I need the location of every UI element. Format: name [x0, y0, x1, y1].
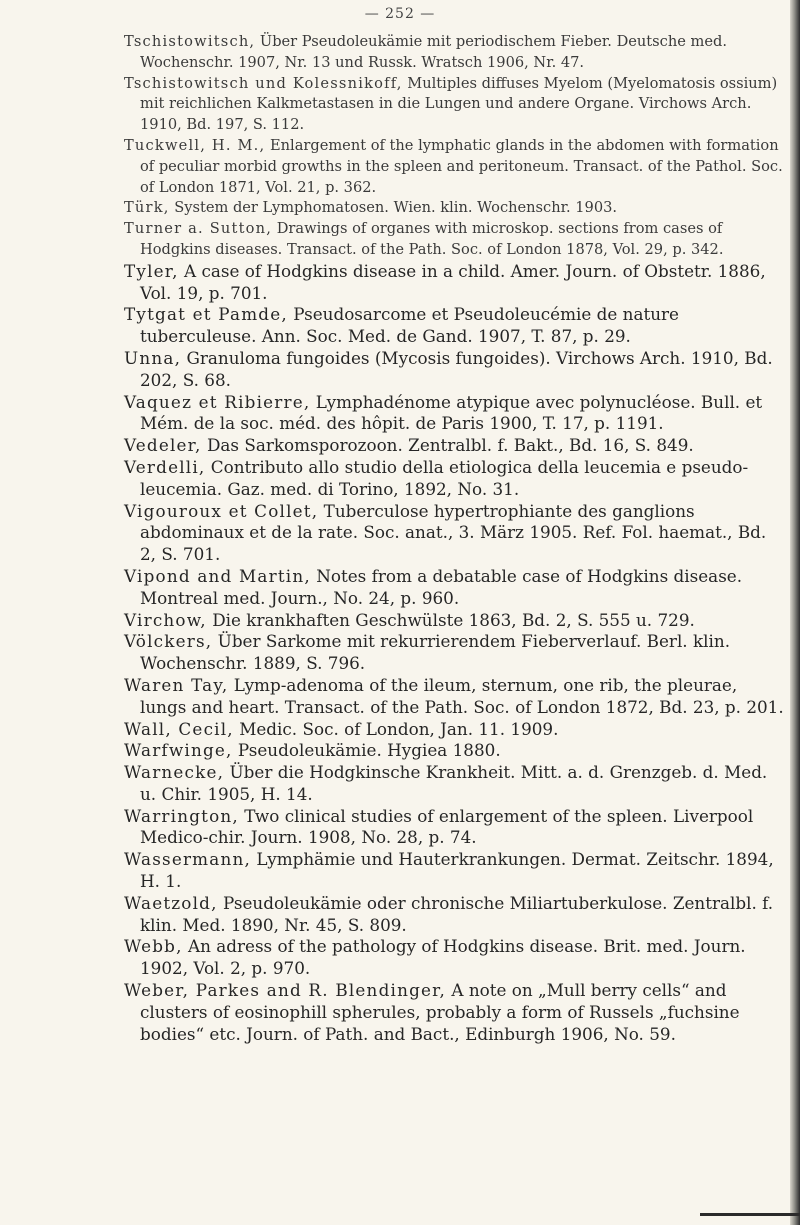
reference-author: Völckers,: [124, 631, 213, 652]
reference-author: Vaquez et Ribierre,: [124, 391, 311, 412]
reference-text: Granuloma fungoides (Mycosis fungoides). Virchows Arch. 1910, Bd. 202, S. 68.: [140, 347, 773, 390]
reference-entry: [124, 348, 784, 392]
reference-entry: [124, 392, 784, 436]
reference-text: Das Sarkomsporozoon. Zentralbl. f. Bakt., Bd. 16, S. 849.: [206, 435, 694, 456]
reference-author: Warnecke,: [124, 762, 225, 783]
reference-author: Warrington,: [124, 805, 239, 826]
reference-text: Über Sarkome mit rekurrierendem Fieberverlauf. Berl. klin. Wochenschr. 1889, S. 796.: [140, 631, 731, 674]
reference-text: Über Pseudoleukämie mit periodischem Fieber. Deutsche med. Wochenschr. 1907, Nr. 13 und Russk. Wratsch 1906, Nr. 47.: [140, 33, 727, 71]
reference-text: A case of Hodgkins disease in a child. Amer. Journ. of Obstetr. 1886, Vol. 19, p. 701.: [140, 260, 766, 303]
reference-entry: [124, 806, 784, 850]
reference-author: Waren Tay,: [124, 674, 229, 695]
reference-entry: [124, 740, 784, 762]
reference-entry: [124, 304, 784, 348]
reference-entry: [124, 261, 784, 305]
reference-entry: [124, 32, 784, 74]
reference-entry: [124, 566, 784, 610]
reference-entry: [124, 457, 784, 501]
reference-entry: [124, 762, 784, 806]
reference-entry: [124, 198, 784, 219]
reference-text: Tuberculose hypertrophiante des ganglions abdominaux et de la rate. Soc. anat., 3. März 1905. Ref. Fol. haemat., Bd. 2, S. 701.: [140, 500, 767, 565]
reference-author: Wassermann,: [124, 849, 252, 870]
reference-author: Tuckwell, H. M.,: [124, 136, 266, 154]
reference-author: Tschistowitsch und Kolessnikoff,: [124, 74, 403, 92]
reference-text: Über die Hodgkinsche Krankheit. Mitt. a. d. Grenzgeb. d. Med. u. Chir. 1905, H. 14.: [140, 762, 768, 804]
reference-text: Lymphadénome atypique avec polynucléose. Bull. et Mém. de la soc. méd. des hôpit. de Paris 1900, T. 17, p. 1191.: [140, 391, 763, 434]
reference-author: Vedeler,: [124, 435, 202, 456]
reference-author: Virchow,: [124, 609, 207, 630]
reference-text: Lymp-adenoma of the ileum, sternum, one rib, the pleurae, lungs and heart. Transact. of the Path. Soc. of London 1872, Bd. 23, p. 201.: [140, 674, 784, 717]
reference-entry: [124, 435, 784, 457]
reference-author: Verdelli,: [124, 456, 206, 477]
reference-text: Pseudoleukämie. Hygiea 1880.: [237, 740, 501, 761]
reference-author: Warfwinge,: [124, 740, 233, 761]
reference-entry: [124, 980, 784, 1045]
reference-entry: [124, 719, 784, 741]
reference-text: Notes from a debatable case of Hodgkins disease. Montreal med. Journ., No. 24, p. 960.: [140, 565, 743, 608]
reference-entry: [124, 893, 784, 937]
reference-author: Weber, Parkes and R. Blendinger,: [124, 980, 447, 1001]
reference-author: Turner a. Sutton,: [124, 220, 273, 238]
bottom-page-rule: [700, 1213, 800, 1216]
reference-author: Waetzold,: [124, 892, 218, 913]
reference-entry: [124, 501, 784, 566]
reference-text: Drawings of organes with microskop. sections from cases of Hodgkins diseases. Transact. of the Path. Soc. of London 1878, Vol. 29, p. 342.: [140, 220, 724, 258]
reference-list: [124, 32, 784, 1045]
reference-text: Die krankhaften Geschwülste 1863, Bd. 2, S. 555 u. 729.: [212, 609, 695, 630]
reference-entry: [124, 936, 784, 980]
reference-author: Tytgat et Pamde,: [124, 304, 288, 325]
reference-text: Contributo allo studio della etiologica della leucemia e pseudo-leucemia. Gaz. med. di Torino, 1892, No. 31.: [140, 456, 749, 499]
reference-text: Pseudosarcome et Pseudoleucémie de nature tuberculeuse. Ann. Soc. Med. de Gand. 1907, T. 87, p. 29.: [140, 304, 679, 347]
reference-author: Tschistowitsch,: [124, 33, 256, 50]
reference-author: Vigouroux et Collet,: [124, 500, 319, 521]
reference-entry: [124, 631, 784, 675]
reference-entry: [124, 849, 784, 893]
reference-entry: [124, 675, 784, 719]
reference-text: System der Lymphomatosen. Wien. klin. Wochenschr. 1903.: [174, 199, 618, 217]
reference-text: Medic. Soc. of London, Jan. 11. 1909.: [239, 718, 559, 739]
reference-entry: [124, 136, 784, 198]
reference-text: Two clinical studies of enlargement of the spleen. Liverpool Medico-chir. Journ. 1908, No. 28, p. 74.: [140, 805, 754, 848]
reference-entry: [124, 74, 784, 136]
reference-text: An adress of the pathology of Hodgkins disease. Brit. med. Journ. 1902, Vol. 2, p. 970.: [140, 936, 746, 979]
book-page-edge: [790, 0, 800, 1225]
reference-text: A note on „Mull berry cells“ and clusters of eosinophill spherules, probably a form of Russels „fuchsine bodies“ etc. Journ. of Path. and Bact., Edinburgh 1906, No. 59.: [140, 980, 740, 1044]
reference-author: Tyler,: [124, 260, 179, 281]
reference-author: Vipond and Martin,: [124, 565, 311, 586]
reference-author: Unna,: [124, 347, 182, 368]
page-number: — 252 —: [364, 6, 436, 22]
reference-entry: [124, 610, 784, 632]
reference-text: Multiples diffuses Myelom (Myelomatosis ossium) mit reichlichen Kalkmetastasen in die Lungen und andere Organe. Virchows Arch. 1910, Bd. 197, S. 112.: [140, 74, 778, 134]
reference-entry: [124, 219, 784, 261]
reference-text: Pseudoleukämie oder chronische Miliartuberkulose. Zentralbl. f. klin. Med. 1890, Nr. 45, S. 809.: [140, 892, 774, 935]
reference-author: Webb,: [124, 936, 183, 957]
reference-text: Enlargement of the lymphatic glands in the abdomen with formation of peculiar morbid growths in the spleen and peritoneum. Transact. of the Pathol. Soc. of London 1871, Vol. 21, p. 362.: [140, 136, 783, 196]
reference-author: Türk,: [124, 199, 170, 217]
reference-text: Lymphämie und Hauterkrankungen. Dermat. Zeitschr. 1894, H. 1.: [140, 849, 774, 892]
reference-author: Wall, Cecil,: [124, 718, 234, 739]
